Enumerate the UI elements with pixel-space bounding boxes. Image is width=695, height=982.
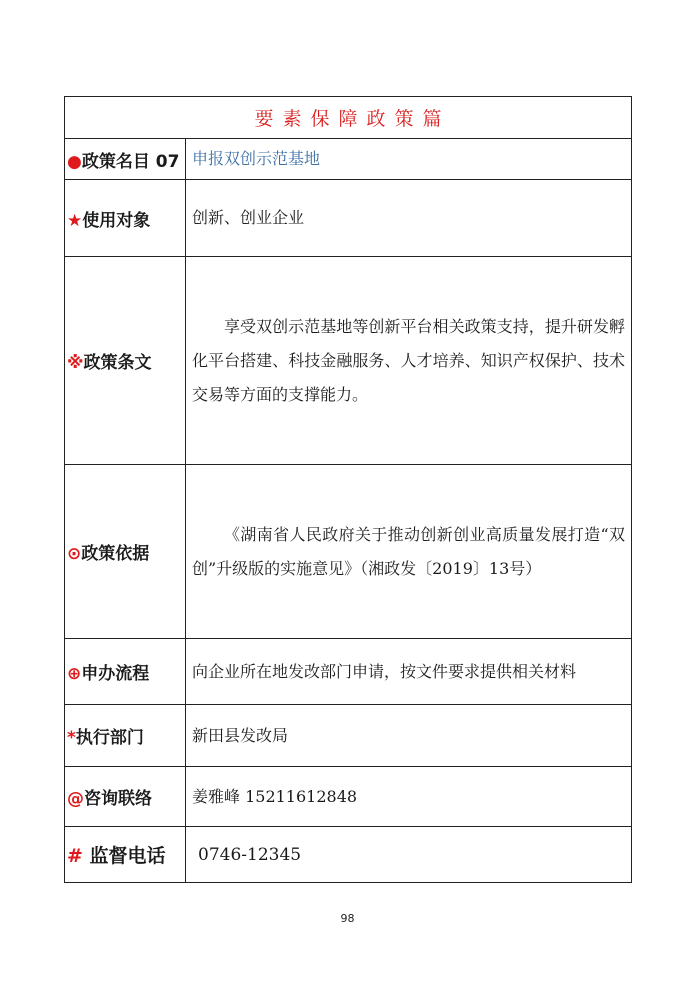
section-title: 要素保障政策篇 — [65, 97, 632, 139]
circle-icon: ● — [67, 151, 82, 172]
clause-label: 政策条文 — [83, 353, 152, 373]
star-icon: ★ — [67, 210, 83, 231]
process-value: 向企业所在地发改部门申请，按文件要求提供相关材料 — [186, 639, 632, 705]
process-label-cell — [65, 639, 186, 705]
clause-label-cell — [65, 257, 186, 465]
hash-icon: # — [67, 845, 83, 867]
policy-name-row — [65, 139, 632, 180]
policy-name-label: 政策名目 07 — [81, 151, 180, 172]
target-row — [65, 180, 632, 257]
clause-value: 享受双创示范基地等创新平台相关政策支持，提升研发孵化平台搭建、科技金融服务、人才培养、知识产权保护、技术交易等方面的支撑能力。 — [186, 257, 632, 465]
contact-label-cell — [65, 767, 186, 827]
contact-value: 姜雅峰 15211612848 — [186, 767, 632, 827]
basis-value: 《湖南省人民政府关于推动创新创业高质量发展打造“双创”升级版的实施意见》（湘政发〔2019〕13号） — [186, 465, 632, 639]
target-value: 创新、创业企业 — [186, 180, 632, 257]
page-number: 98 — [340, 912, 355, 925]
circled-plus-icon: ⊕ — [67, 664, 82, 684]
contact-label: 咨询联络 — [84, 789, 152, 809]
department-label: 执行部门 — [75, 728, 144, 748]
basis-row — [65, 465, 632, 639]
phone-label: 监督电话 — [82, 845, 166, 867]
policy-name-label-cell — [65, 139, 186, 180]
target-label: 使用对象 — [82, 210, 151, 231]
at-sign-icon: @ — [67, 789, 84, 809]
department-row — [65, 705, 632, 767]
department-value: 新田县发改局 — [186, 705, 632, 767]
clause-row — [65, 257, 632, 465]
phone-value: 0746-12345 — [186, 827, 632, 883]
target-label-cell — [65, 180, 186, 257]
phone-row — [65, 827, 632, 883]
policy-name-value: 申报双创示范基地 — [186, 139, 632, 180]
department-label-cell — [65, 705, 186, 767]
asterisk-icon: * — [67, 728, 76, 748]
process-label: 申办流程 — [81, 664, 150, 684]
basis-label-cell — [65, 465, 186, 639]
process-row — [65, 639, 632, 705]
circled-dot-icon: ⊙ — [67, 544, 82, 564]
reference-mark-icon: ※ — [67, 353, 84, 373]
policy-table — [64, 96, 632, 883]
title-row — [65, 97, 632, 139]
phone-label-cell — [65, 827, 186, 883]
basis-label: 政策依据 — [81, 544, 150, 564]
contact-row — [65, 767, 632, 827]
